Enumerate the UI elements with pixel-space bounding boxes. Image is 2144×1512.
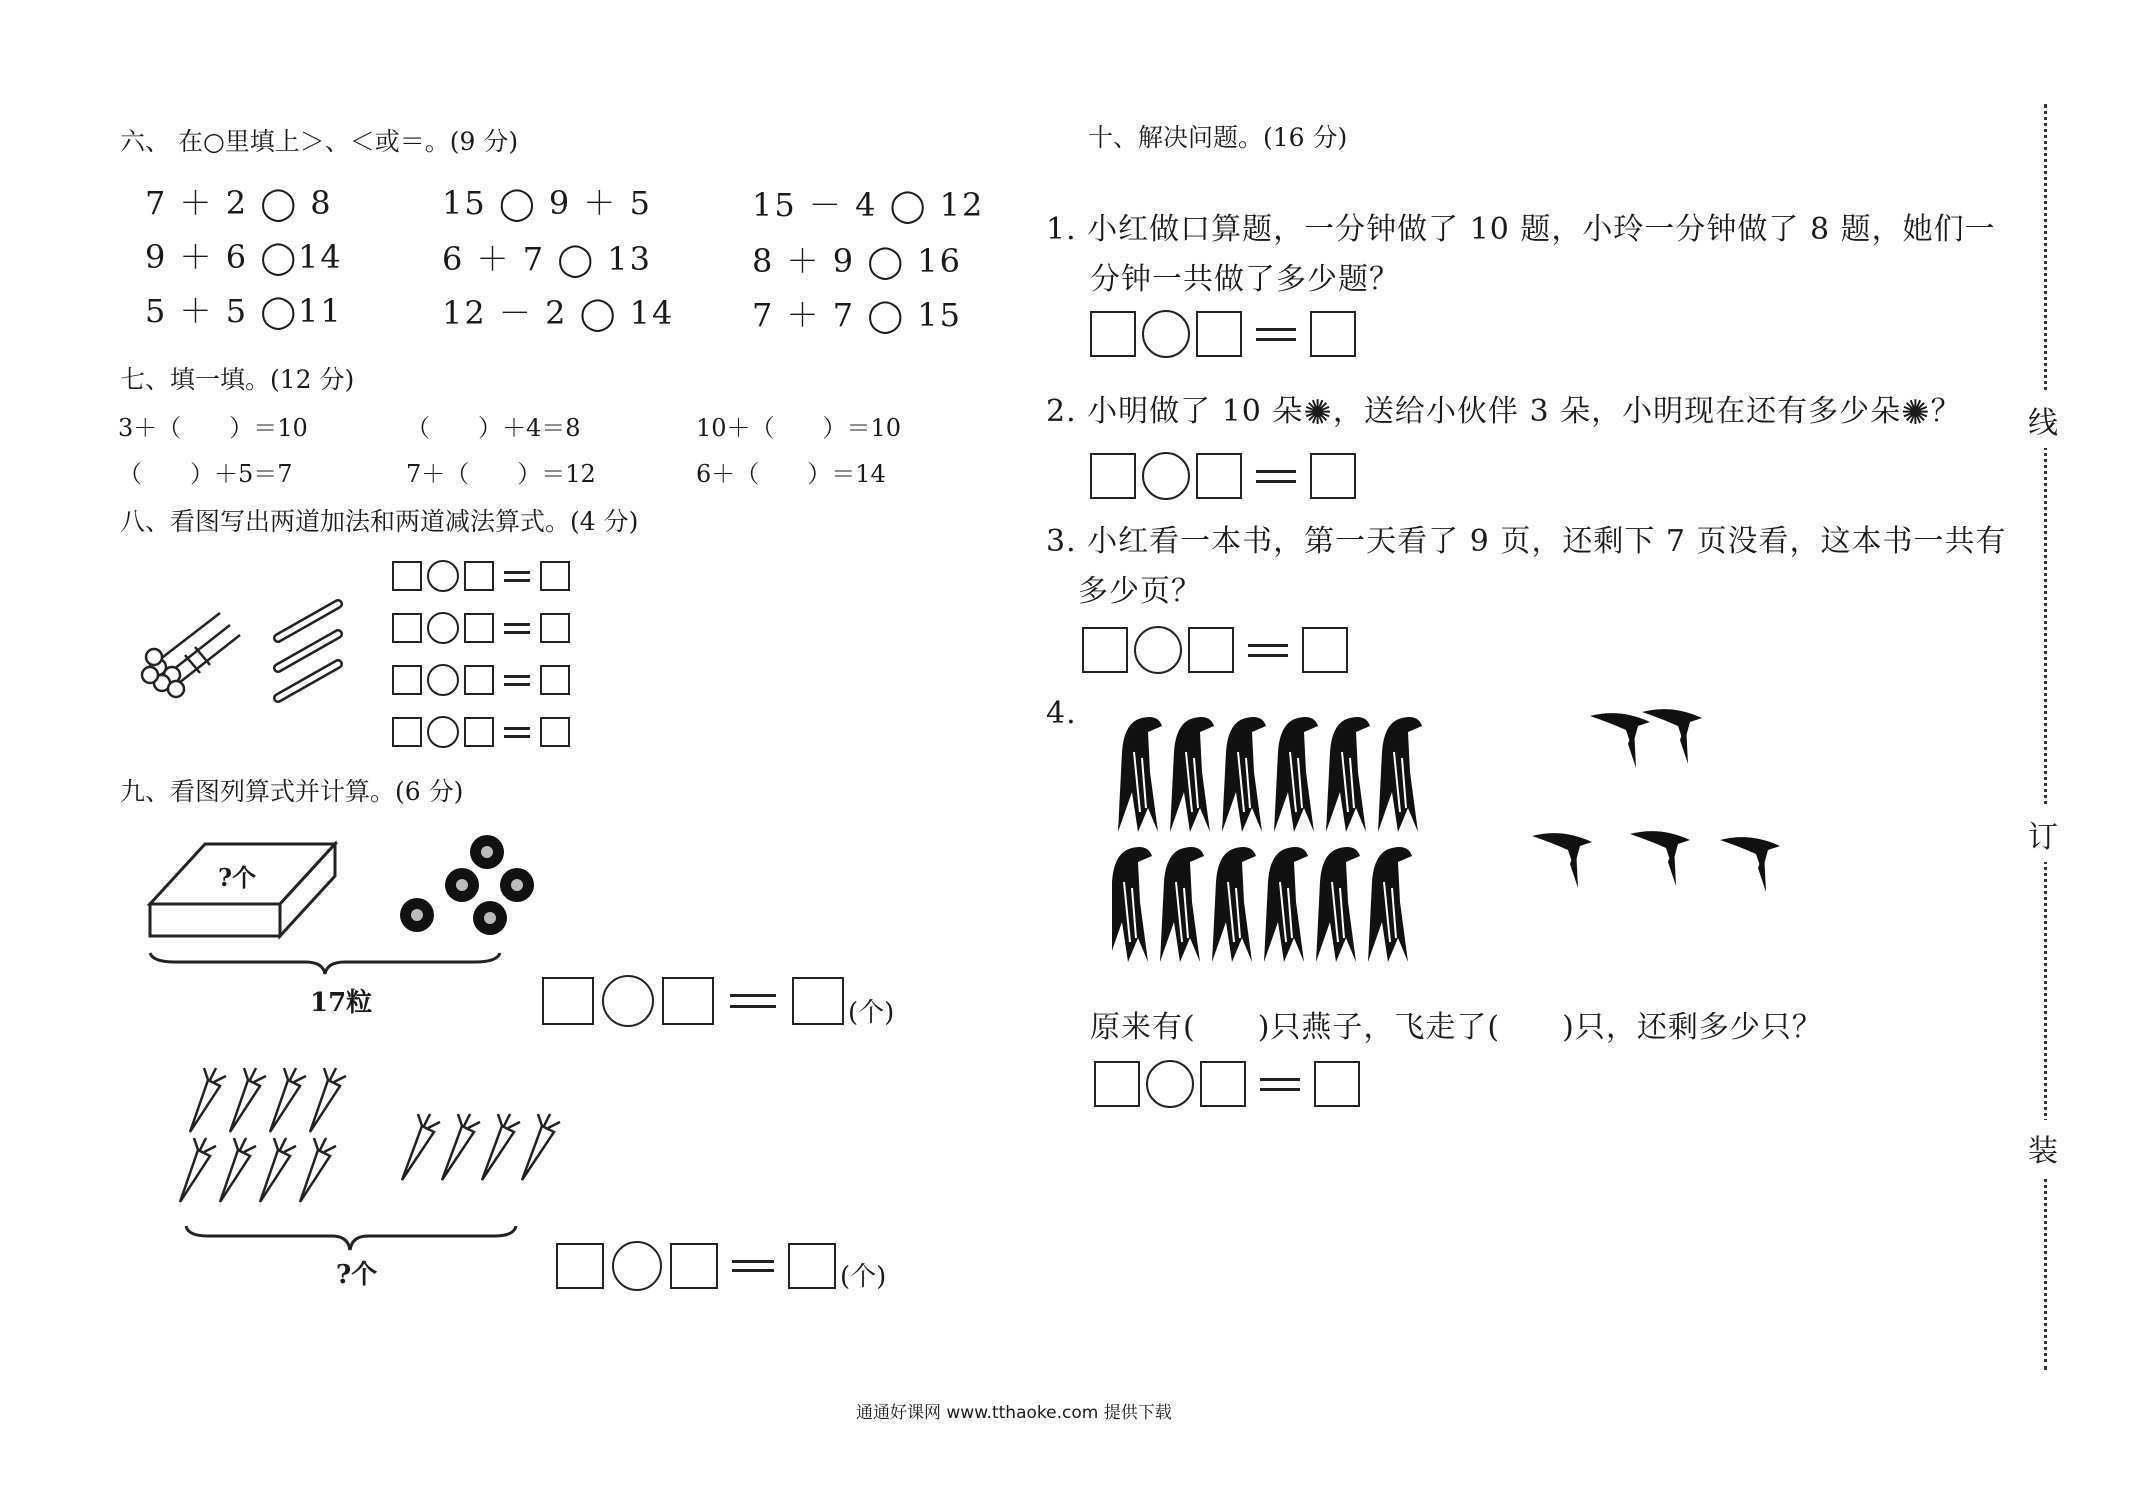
- compare-item: 7 ＋ 7 ◯ 15: [752, 296, 962, 334]
- problem2-text: 2. 小明做了 10 朵✺，送给小伙伴 3 朵，小明现在还有多少朵✺？: [1046, 393, 1962, 433]
- compare-item: 15 － 4 ◯ 12: [752, 186, 985, 224]
- binding-label-xian: 线: [2028, 392, 2058, 448]
- fill-item: （ ）＋4＝8: [406, 414, 581, 442]
- section10-heading: 十、解决问题。(16 分): [1088, 123, 1348, 152]
- answer-equation[interactable]: [392, 716, 570, 748]
- fill-item: （ ）＋5＝7: [118, 460, 293, 488]
- swallows-perched-icon: [1112, 712, 1452, 972]
- binding-line: [2044, 104, 2047, 1370]
- problem4-question: 原来有( )只燕子，飞走了( )只，还剩多少只？: [1090, 1010, 1823, 1045]
- carrot-group-icon: [390, 1098, 570, 1198]
- binding-label-zhuang: 装: [2028, 1120, 2058, 1176]
- unit-label: (个): [840, 1262, 887, 1292]
- brace-label: ?个: [336, 1260, 378, 1290]
- answer-equation[interactable]: [1082, 626, 1348, 674]
- fill-item: 3＋（ ）＝10: [118, 414, 308, 442]
- answer-equation[interactable]: [392, 612, 570, 644]
- section7-heading: 七、填一填。(12 分): [120, 365, 355, 394]
- compare-item: 6 ＋ 7 ◯ 13: [442, 240, 652, 278]
- compare-item: 9 ＋ 6 ◯14: [145, 238, 343, 276]
- compare-item: 15 ◯ 9 ＋ 5: [442, 184, 652, 222]
- answer-equation[interactable]: [556, 1238, 886, 1293]
- fill-item: 10＋（ ）＝10: [696, 414, 902, 442]
- section6-heading: 六、 在○里填上＞、＜或＝。(9 分): [120, 127, 519, 156]
- answer-equation[interactable]: [1094, 1060, 1360, 1108]
- compare-item: 8 ＋ 9 ◯ 16: [752, 242, 962, 280]
- unit-label: (个): [848, 998, 895, 1028]
- single-sticks-icon: [270, 598, 350, 708]
- problem1-line2: 分钟一共做了多少题？: [1090, 262, 1400, 297]
- section8-heading: 八、看图写出两道加法和两道减法算式。(4 分): [120, 507, 639, 536]
- answer-equation[interactable]: [1090, 452, 1356, 500]
- stick-bundle-icon: [140, 595, 260, 705]
- problem1-line1: 1. 小红做口算题，一分钟做了 10 题，小玲一分钟做了 8 题，她们一: [1046, 212, 1996, 247]
- flower-icon: ✺: [1303, 393, 1333, 433]
- answer-equation[interactable]: [1090, 310, 1356, 358]
- flower-icon: ✺: [1901, 393, 1931, 433]
- compare-item: 5 ＋ 5 ◯11: [145, 292, 343, 330]
- fill-item: 7＋（ ）＝12: [406, 460, 596, 488]
- answer-equation[interactable]: [542, 972, 894, 1029]
- problem3-line2: 多少页？: [1078, 574, 1202, 609]
- answer-equation[interactable]: [392, 664, 570, 696]
- footer-text: 通通好课网 www.tthaoke.com 提供下载: [856, 1403, 1172, 1423]
- compare-item: 12 － 2 ◯ 14: [442, 294, 675, 332]
- brace-label: 17粒: [310, 988, 373, 1018]
- box-label: ?个: [218, 863, 257, 892]
- swallows-flying-icon: [1530, 700, 1800, 940]
- candy-dots-icon: [392, 830, 542, 940]
- problem3-line1: 3. 小红看一本书，第一天看了 9 页，还剩下 7 页没看，这本书一共有: [1046, 524, 2007, 559]
- brace-icon: [145, 950, 505, 980]
- carrot-group-icon: [168, 1062, 408, 1222]
- binding-label-ding: 订: [2028, 806, 2058, 862]
- compare-item: 7 ＋ 2 ◯ 8: [145, 184, 333, 222]
- answer-equation[interactable]: [392, 560, 570, 592]
- fill-item: 6＋（ ）＝14: [696, 460, 886, 488]
- brace-icon: [182, 1222, 522, 1256]
- problem4-number: 4.: [1046, 696, 1077, 731]
- section9-heading: 九、看图列算式并计算。(6 分): [120, 777, 464, 806]
